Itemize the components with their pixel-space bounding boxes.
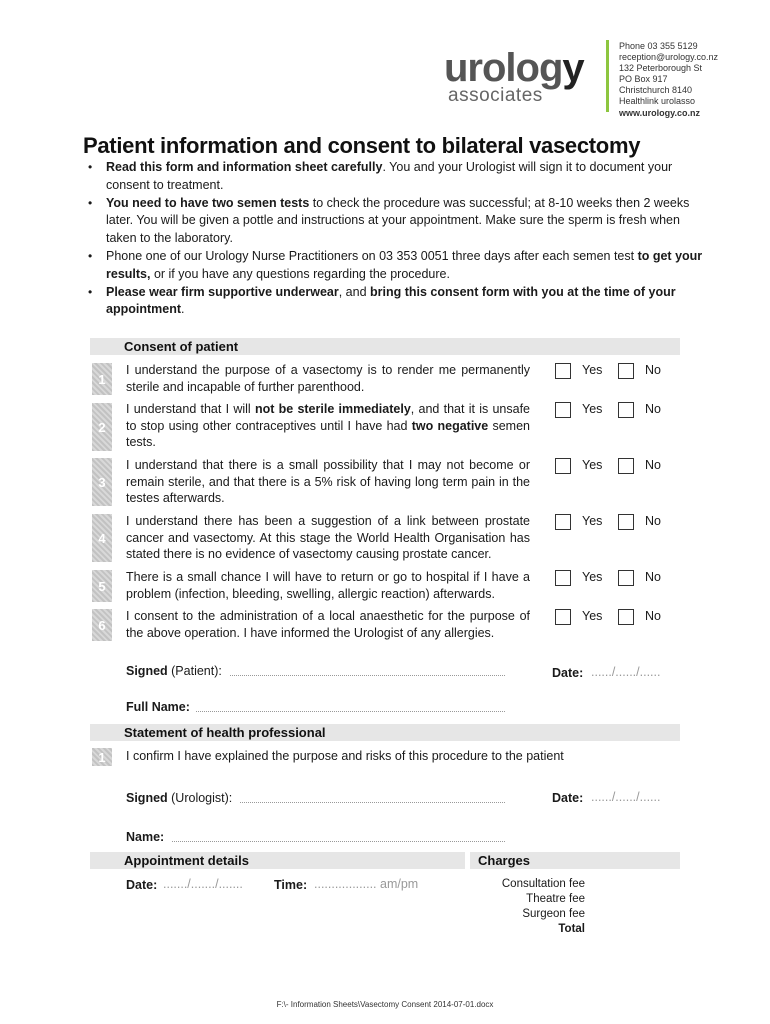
instruction-item: • Phone one of our Urology Nurse Practitioners on 03 353 0051 three days after each semen test to get your results, or if you have any questions regarding the procedure. <box>88 248 708 284</box>
name-label: Name: <box>126 830 165 844</box>
charges-list <box>502 877 585 937</box>
appointment-heading-band <box>90 852 465 869</box>
item-number: 1 <box>92 748 112 766</box>
consent-statement-4: I understand there has been a suggestion of a link between prostate cancer and vasectomy. At this stage the World Health Organisation has stated there is no evidence of vasectomy causing prostate cancer. <box>126 514 530 561</box>
consent-statement-1: I understand the purpose of a vasectomy is to render me permanently sterile and incapable of further parenthood. <box>126 363 530 394</box>
charge-line: Theatre fee <box>526 893 585 905</box>
contact-phone: Phone 03 355 5129 <box>619 41 698 51</box>
consent-1-yes-checkbox[interactable] <box>555 363 571 379</box>
yes-label: Yes <box>582 514 603 528</box>
consent-5-no-checkbox[interactable] <box>618 570 634 586</box>
patient-signature-field[interactable] <box>230 665 505 676</box>
yes-label: Yes <box>582 458 603 472</box>
no-label: No <box>645 363 661 377</box>
name-field[interactable] <box>172 831 505 842</box>
charges-heading-band <box>470 852 680 869</box>
no-label: No <box>645 514 661 528</box>
consent-2-no-checkbox[interactable] <box>618 402 634 418</box>
consent-3-no-checkbox[interactable] <box>618 458 634 474</box>
item-number: 5 <box>92 570 112 602</box>
appointment-time-label: Time: <box>274 878 308 892</box>
item-number: 2 <box>92 403 112 451</box>
contact-street: 132 Peterborough St <box>619 63 703 73</box>
contact-block <box>619 41 718 119</box>
consent-4-no-checkbox[interactable] <box>618 514 634 530</box>
instruction-item: • Please wear firm supportive underwear, and bring this consent form with you at the time of your appointment. <box>88 284 708 320</box>
item-number: 1 <box>92 363 112 395</box>
instruction-item: • Read this form and information sheet carefully. You and your Urologist will sign it to document your consent to treatment. <box>88 159 708 195</box>
charges-heading: Charges <box>478 853 531 868</box>
instructions-list <box>88 159 708 319</box>
health-professional-heading-band <box>90 724 680 741</box>
patient-date-label: Date: <box>552 666 584 680</box>
consent-heading: Consent of patient <box>124 339 239 354</box>
consent-heading-band <box>90 338 680 355</box>
yes-label: Yes <box>582 363 603 377</box>
appointment-heading: Appointment details <box>124 853 249 868</box>
appointment-date-field[interactable]: ......./......./....... <box>163 877 243 891</box>
urologist-date-field[interactable]: ....../....../...... <box>591 790 661 804</box>
urologist-date-label: Date: <box>552 791 584 805</box>
yes-label: Yes <box>582 609 603 623</box>
charge-line: Consultation fee <box>501 878 585 890</box>
contact-email[interactable]: reception@urology.co.nz <box>619 52 719 62</box>
consent-2-yes-checkbox[interactable] <box>555 402 571 418</box>
consent-4-yes-checkbox[interactable] <box>555 514 571 530</box>
item-number: 6 <box>92 609 112 641</box>
page-title: Patient information and consent to bilateral vasectomy <box>83 133 641 158</box>
item-number: 3 <box>92 458 112 506</box>
consent-statement-2: I understand that I will not be sterile immediately, and that it is unsafe to stop using other contraceptives until I have had two negative semen tests. <box>126 402 530 449</box>
urologist-signature-field[interactable] <box>240 792 505 803</box>
consent-statement-6: I consent to the administration of a local anaesthetic for the purpose of the above operation. I have informed the Urologist of any allergies. <box>126 609 530 640</box>
appointment-time-field[interactable]: .................. am/pm <box>314 877 419 891</box>
charge-line: Surgeon fee <box>522 908 585 920</box>
health-professional-statement: I confirm I have explained the purpose and risks of this procedure to the patient <box>126 749 564 763</box>
contact-city: Christchurch 8140 <box>619 85 693 95</box>
consent-5-yes-checkbox[interactable] <box>555 570 571 586</box>
yes-label: Yes <box>582 402 603 416</box>
health-professional-heading: Statement of health professional <box>124 725 326 740</box>
contact-healthlink: Healthlink urolasso <box>619 96 696 106</box>
no-label: No <box>645 570 661 584</box>
footer-path: F:\- Information Sheets\Vasectomy Consent 2014-07-01.docx <box>276 1000 494 1009</box>
contact-pobox: PO Box 917 <box>619 74 668 84</box>
patient-signed-label: Signed (Patient): <box>126 664 222 678</box>
contact-website[interactable]: www.urology.co.nz <box>619 108 700 118</box>
patient-date-field[interactable]: ....../....../...... <box>591 665 661 679</box>
no-label: No <box>645 402 661 416</box>
instruction-item: • You need to have two semen tests to check the procedure was successful; at 8-10 weeks then 2 weeks later. You will be given a pottle and instructions at your appointment. Make sure the sperm is fresh when taken to the laboratory. <box>88 195 708 248</box>
consent-6-yes-checkbox[interactable] <box>555 609 571 625</box>
consent-statement-3: I understand that there is a small possibility that I may not become or remain sterile, and that there is a 5% risk of having long term pain in the testes afterwards. <box>126 458 530 505</box>
item-number: 4 <box>92 514 112 562</box>
yes-label: Yes <box>582 570 603 584</box>
urologist-signed-label: Signed (Urologist): <box>126 791 233 805</box>
consent-statement-5: There is a small chance I will have to return or go to hospital if I have a problem (infection, bleeding, swelling, allergic reaction) afterwards. <box>126 570 530 601</box>
charge-total: Total <box>558 923 585 935</box>
no-label: No <box>645 609 661 623</box>
appointment-date-label: Date: <box>126 878 158 892</box>
logo: urology <box>444 46 584 90</box>
no-label: No <box>645 458 661 472</box>
header-divider <box>606 40 609 112</box>
full-name-field[interactable] <box>196 701 505 712</box>
consent-3-yes-checkbox[interactable] <box>555 458 571 474</box>
full-name-label: Full Name: <box>126 700 190 714</box>
logo-subtitle: associates <box>448 85 543 106</box>
consent-6-no-checkbox[interactable] <box>618 609 634 625</box>
consent-1-no-checkbox[interactable] <box>618 363 634 379</box>
